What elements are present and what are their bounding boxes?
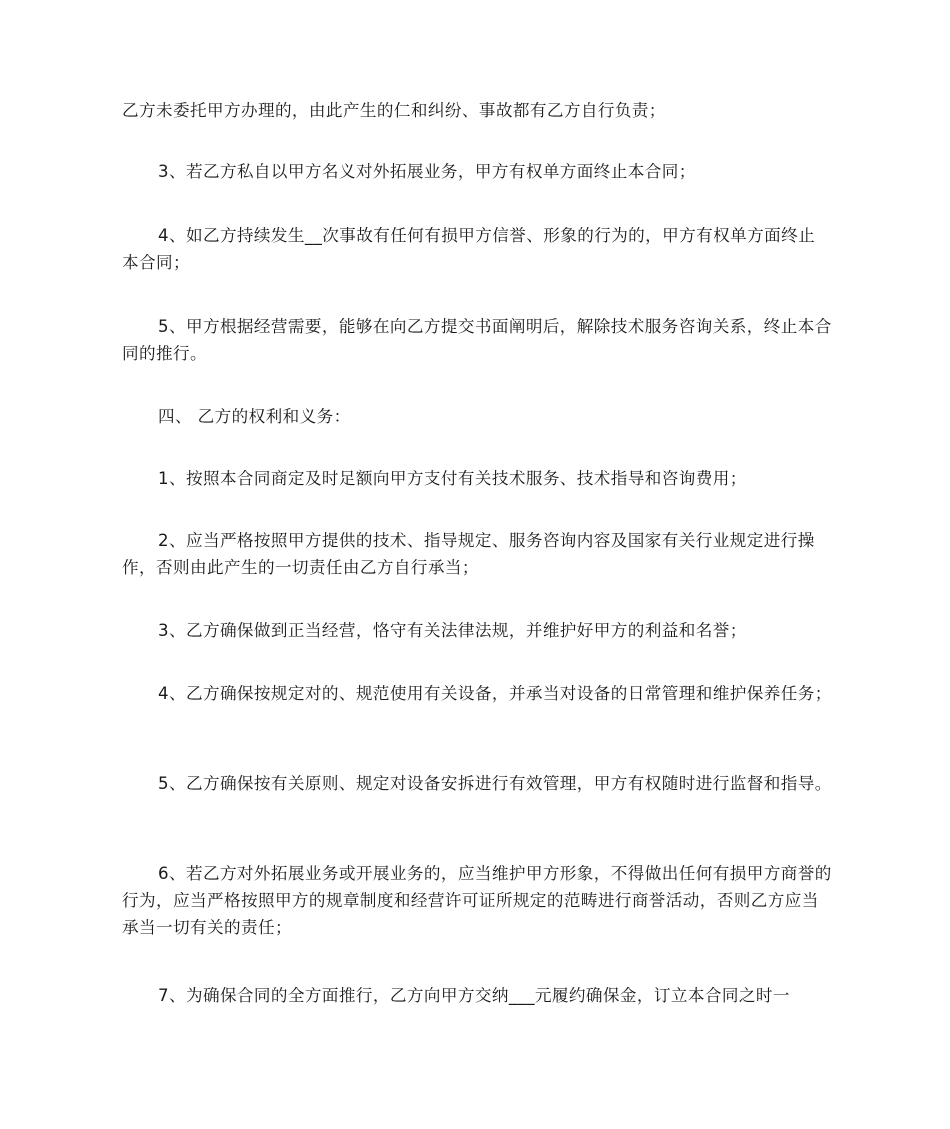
clause-4-accidents: 4、如乙方持续发生__次事故有任何有损甲方信誉、形象的行为的，甲方有权单方面终止本合同； [122,226,816,272]
paragraph-continuation: 乙方未委托甲方办理的，由此产生的仁和纠纷、事故都有乙方自行负责； [122,101,666,120]
duty-7-deposit: 7、为确保合同的全方面推行，乙方向甲方交纳___元履约确保金，订立本合同之时一 [158,986,790,1005]
clause-5-business-needs: 5、甲方根据经营需要，能够在向乙方提交书面阐明后，解除技术服务咨询关系，终止本合同的推行。 [122,317,832,363]
duty-5-equipment-management: 5、乙方确保按有关原则、规定对设备安拆进行有效管理，甲方有权随时进行监督和指导。 [158,774,832,793]
duty-1-payment: 1、按照本合同商定及时足额向甲方支付有关技术服务、技术指导和咨询费用； [158,469,747,488]
duty-6-business-expansion: 6、若乙方对外拓展业务或开展业务的，应当维护甲方形象，不得做出任何有损甲方商誉的行为，应当严格按照甲方的规章制度和经营许可证所规定的范畴进行商誉活动，否则乙方应当承当一切有关的责任； [122,864,832,937]
duty-4-equipment-use: 4、乙方确保按规定对的、规范使用有关设备，并承当对设备的日常管理和维护保养任务； [158,684,832,703]
duty-3-lawful-operation: 3、乙方确保做到正当经营，恪守有关法律法规，并维护好甲方的利益和名誉； [158,621,747,640]
section-heading-party-b-rights: 四、 乙方的权利和义务： [158,407,351,426]
duty-2-operation: 2、应当严格按照甲方提供的技术、指导规定、服务咨询内容及国家有关行业规定进行操作，否则由此产生的一切责任由乙方自行承当； [122,531,815,577]
clause-3-terminate: 3、若乙方私自以甲方名义对外拓展业务，甲方有权单方面终止本合同； [158,162,696,181]
